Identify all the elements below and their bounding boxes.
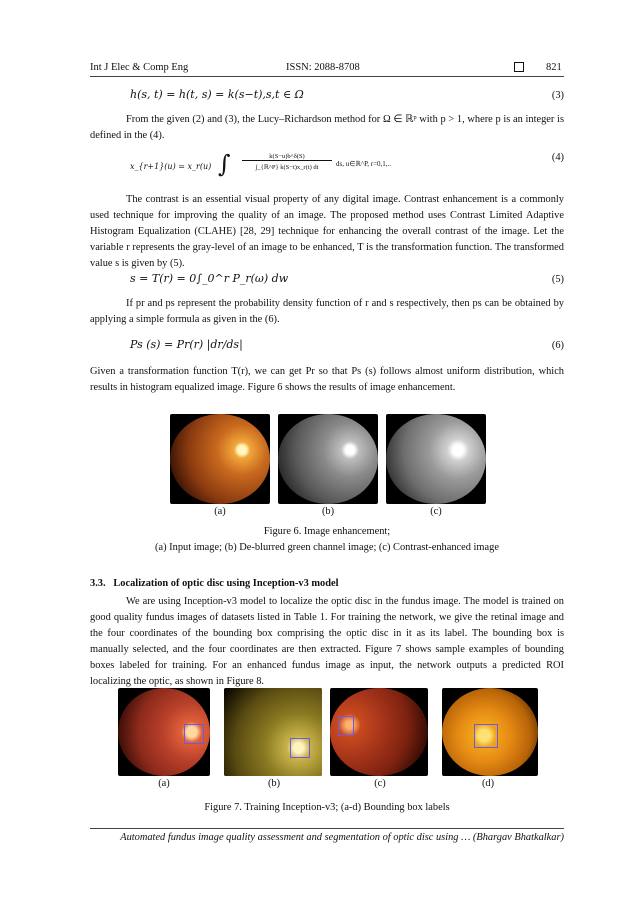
figure-6-label-a: (a) (214, 506, 226, 517)
header-rule (90, 76, 564, 77)
issn: ISSN: 2088-8708 (286, 62, 360, 73)
paragraph-1: From the given (2) and (3), the Lucy–Richardson method for Ω ∈ ℝᵖ with p > 1, where p is an integer is defined in the (4). (90, 114, 564, 141)
figure-7-label-d: (d) (481, 778, 495, 789)
paragraph-2: The contrast is an essential visual property of any digital image. Contrast enhancement is a commonly used technique for improving the quality of an image. The proposed method uses Contrast Limited Adaptive Histogram Equalization (CLAHE) [28, 29] technique for enhancing the overall contrast of the image. Let the variable r represents the gray-level of an image to be enhanced, T is the transformation function. The transformed value s is given by (5). (90, 194, 564, 269)
paragraph-3: If pr and ps represent the probability density function of r and s respectively, then ps can be obtained by applying a simple formula as given in the (6). (90, 298, 564, 325)
paragraph-4: Given a transformation function T(r), we can get Pr so that Ps (s) follows almost uniform distribution, which results in histogram equalized image. Figure 6 shows the results of image enhancement. (90, 366, 564, 393)
equation-4-tail: ds, u∈ℝ^P, r=0,1,.. (336, 160, 392, 168)
equation-4-denominator: ∫_{ℝ^P} k(S−t)x_r(t) dt (255, 164, 319, 171)
equation-3-number: (3) (551, 90, 564, 101)
equation-3: h(s, t) = h(t, s) = k(s−t),s,t ∈ Ω (130, 88, 304, 101)
equation-4-numerator: k(S−u)b^δ(S) (242, 153, 332, 161)
figure-7b-image (224, 688, 322, 776)
figure-6c-contrast-enhanced-image (386, 414, 486, 504)
bounding-box-c (338, 716, 354, 736)
figure-7-label-a: (a) (158, 778, 170, 789)
equation-5: s = T(r) = 0∫_0^r P_r(ω) dw (130, 272, 289, 285)
integral-sign: ∫ (218, 150, 231, 178)
section-heading: 3.3. Localization of optic disc using Inception-v3 model (90, 578, 339, 589)
figure-6b-green-channel-image (278, 414, 378, 504)
paragraph-5: We are using Inception-v3 model to localize the optic disc in the fundus image. The model is trained on good quality fundus images of datasets listed in Table 1. For training the network, we give the retinal image and the four coordinates of the bounding box comprising the optic disc in it as its label. The bounding box is manually selected, and the four coordinates are then extracted. Figure 7 shows sample examples of bounding boxes labeled for training. For an enhanced fundus image as input, the network outputs a predicted ROI localizing the optic, as shown in Figure 8. (90, 596, 564, 687)
bounding-box-a (184, 724, 204, 744)
equation-6: Ps (s) = Pr(r) |dr/ds| (130, 338, 243, 351)
figure-7d-image (442, 688, 538, 776)
equation-4-lhs: x_{r+1}(u) = x_r(u) (130, 162, 212, 171)
bounding-box-b (290, 738, 310, 758)
figure-6a-input-image (170, 414, 270, 504)
footer-text: Automated fundus image quality assessment and segmentation of optic disc using … (Bhargav Bhatkalkar) (120, 832, 564, 843)
checkbox-icon (514, 62, 524, 74)
figure-7-label-b: (b) (267, 778, 281, 789)
figure-7-caption: Figure 7. Training Inception-v3; (a-d) Bounding box labels (204, 802, 450, 813)
journal-name: Int J Elec & Comp Eng (90, 62, 189, 73)
equation-5-number: (5) (551, 274, 564, 285)
page-number: 821 (546, 62, 562, 73)
footer-rule (90, 828, 564, 829)
figure-7-label-c: (c) (374, 778, 386, 789)
equation-4-number: (4) (551, 152, 564, 163)
bounding-box-d (474, 724, 498, 748)
figure-6-label-b: (b) (321, 506, 335, 517)
figure-7c-image (330, 688, 428, 776)
figure-6-caption-line-1: Figure 6. Image enhancement; (263, 526, 391, 537)
equation-4 (130, 150, 460, 186)
equation-6-number: (6) (551, 340, 564, 351)
figure-7a-image (118, 688, 210, 776)
figure-6-label-c: (c) (430, 506, 442, 517)
figure-6-caption-line-2: (a) Input image; (b) De-blurred green channel image; (c) Contrast-enhanced image (155, 542, 499, 553)
